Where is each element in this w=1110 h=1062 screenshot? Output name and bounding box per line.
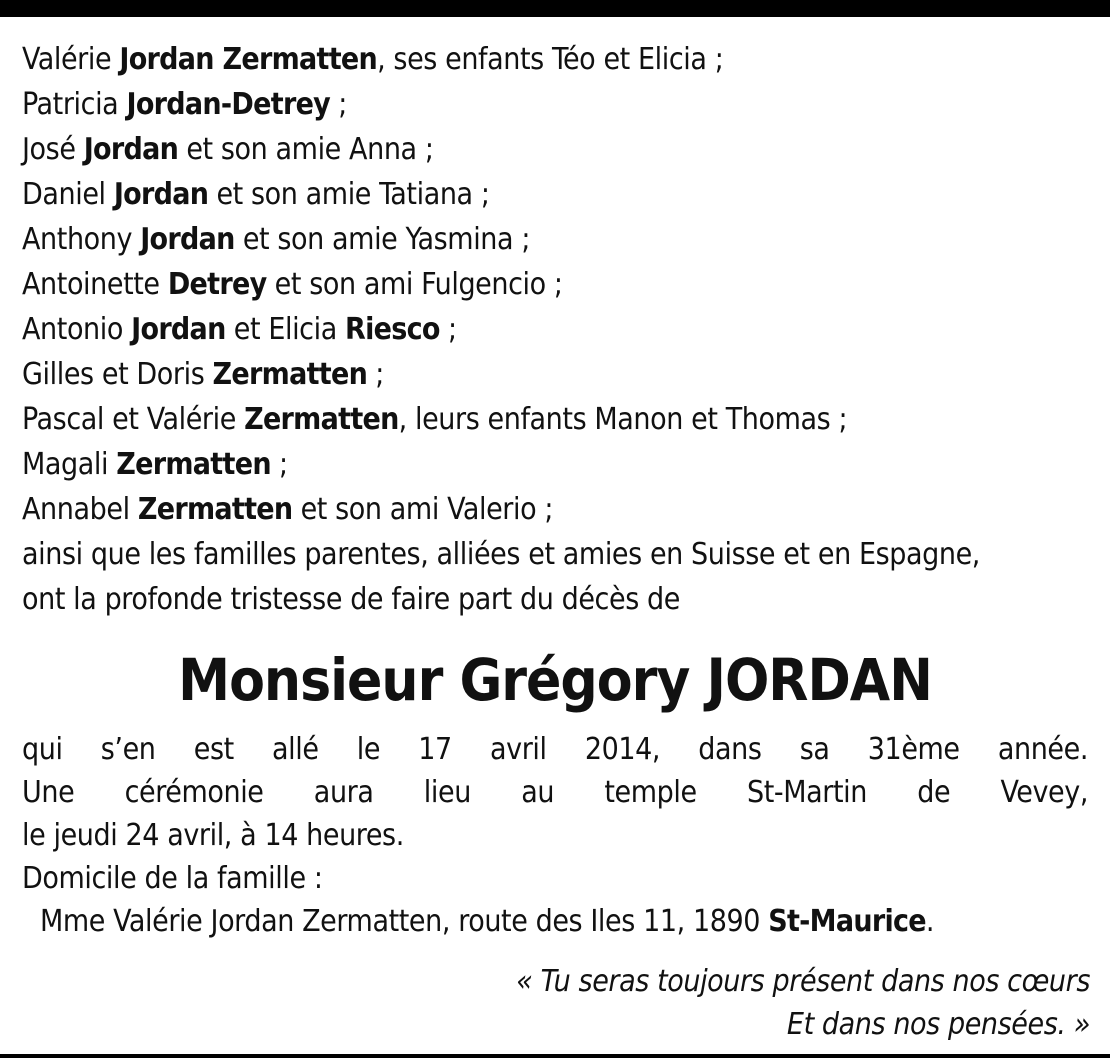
family-surname: Detrey bbox=[167, 267, 267, 302]
closing-line: ainsi que les familles parentes, alliées et amies en Suisse et en Espagne, bbox=[22, 537, 980, 572]
family-line-rest: , ses enfants Téo et Elicia ; bbox=[377, 42, 724, 77]
family-surname: Jordan bbox=[140, 222, 235, 257]
family-line bbox=[22, 127, 1102, 172]
family-line-rest: et son ami Fulgencio ; bbox=[266, 267, 563, 302]
family-line bbox=[22, 82, 1102, 127]
deceased-name: Monsieur Grégory JORDAN bbox=[178, 646, 932, 714]
family-surname: Jordan bbox=[131, 312, 226, 347]
family-line bbox=[22, 262, 1102, 307]
family-line bbox=[22, 487, 1102, 532]
quote-line: Et dans nos pensées. » bbox=[786, 1007, 1090, 1042]
passing-date-line: qui s’en est allé le 17 avril 2014, dans sa 31ème année. bbox=[22, 732, 1088, 767]
bottom-border-rule bbox=[0, 1054, 1110, 1058]
family-surname: Jordan-Detrey bbox=[126, 87, 331, 122]
family-surname: Jordan bbox=[83, 132, 179, 167]
family-line-rest: et son amie Yasmina ; bbox=[234, 222, 531, 257]
family-surname: Jordan bbox=[113, 177, 209, 212]
family-line-rest: et son amie Anna ; bbox=[178, 132, 434, 167]
family-surname: Zermatten bbox=[137, 492, 293, 527]
family-surname: Zermatten bbox=[116, 447, 271, 482]
quote-line: « Tu seras toujours présent dans nos cœurs bbox=[516, 964, 1090, 999]
family-line-rest: ; bbox=[270, 447, 288, 482]
family-line-rest: ; bbox=[330, 87, 347, 122]
family-first-names: Patricia bbox=[22, 87, 127, 122]
family-line bbox=[22, 442, 1102, 487]
family-line bbox=[22, 397, 1102, 442]
family-line bbox=[22, 352, 1102, 397]
family-first-names: Daniel bbox=[22, 177, 114, 212]
family-line-rest: et son ami Valerio ; bbox=[292, 492, 554, 527]
family-first-names: Anthony bbox=[22, 222, 141, 257]
family-line bbox=[22, 37, 1102, 82]
family-list bbox=[22, 37, 1102, 622]
family-first-names: Valérie bbox=[22, 42, 120, 77]
ceremony-time-line: le jeudi 24 avril, à 14 heures. bbox=[22, 818, 404, 853]
top-border-rule bbox=[0, 0, 1110, 17]
family-address-period: . bbox=[925, 904, 935, 939]
family-address-street: Mme Valérie Jordan Zermatten, route des Iles 11, 1890 bbox=[40, 904, 769, 939]
family-first-names: Magali bbox=[22, 447, 117, 482]
family-first-names: Annabel bbox=[22, 492, 138, 527]
family-line bbox=[22, 307, 1102, 352]
family-first-names: Pascal et Valérie bbox=[22, 402, 245, 437]
family-surname: Riesco bbox=[345, 312, 440, 347]
family-surname: Zermatten bbox=[212, 357, 368, 392]
memorial-quote bbox=[190, 960, 1090, 1046]
family-first-names: Antonio bbox=[22, 312, 132, 347]
ceremony-details bbox=[22, 728, 1088, 943]
closing-line: ont la profonde tristesse de faire part du décès de bbox=[22, 582, 680, 617]
family-line-rest: ; bbox=[439, 312, 457, 347]
family-surname: Zermatten bbox=[244, 402, 399, 437]
family-surname: Jordan Zermatten bbox=[119, 42, 378, 77]
family-line-rest: ; bbox=[367, 357, 384, 392]
family-first-names: José bbox=[22, 132, 84, 167]
family-address bbox=[22, 900, 1088, 943]
family-line bbox=[22, 217, 1102, 262]
family-first-names: Antoinette bbox=[22, 267, 168, 302]
family-line-rest: et son amie Tatiana ; bbox=[208, 177, 490, 212]
ceremony-location-line: Une cérémonie aura lieu au temple St-Martin de Vevey, bbox=[22, 775, 1088, 810]
family-address-label: Domicile de la famille : bbox=[22, 861, 323, 896]
family-line bbox=[22, 172, 1102, 217]
family-address-city: St-Maurice bbox=[768, 904, 926, 939]
family-first-names: Gilles et Doris bbox=[22, 357, 213, 392]
family-line-rest: et Elicia bbox=[225, 312, 346, 347]
family-line-rest: , leurs enfants Manon et Thomas ; bbox=[398, 402, 848, 437]
